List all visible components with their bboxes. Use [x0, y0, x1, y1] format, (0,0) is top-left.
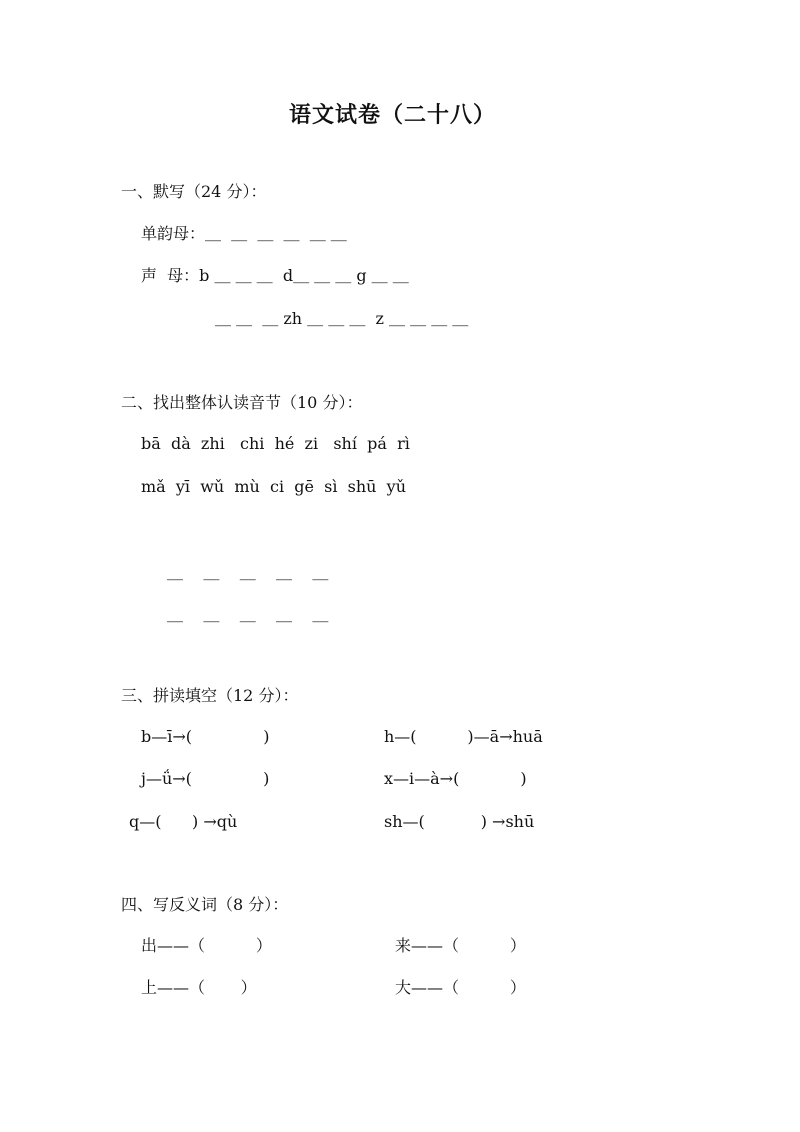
- antonym-item: 来——（ ）: [395, 936, 526, 955]
- antonym-item: 大——（ ）: [395, 978, 526, 997]
- section-1-heading: 一、默写（24 分）：: [121, 182, 267, 201]
- initials-line-1: 声 母：b ＿ ＿ ＿ d＿ ＿ ＿ g ＿ ＿: [141, 266, 409, 285]
- syllables-row-1: bā dà zhi chi hé zi shí pá rì: [141, 434, 410, 453]
- answer-blanks-row-2: ＿ ＿ ＿ ＿ ＿: [167, 605, 329, 624]
- antonym-item: 上——（ ）: [141, 978, 257, 997]
- vowels-line: 单韵母：＿ ＿ ＿ ＿ ＿ ＿: [141, 224, 347, 243]
- spelling-item: q—( ) →qù: [129, 812, 238, 831]
- antonym-item: 出——（ ）: [141, 936, 272, 955]
- spelling-item: sh—( ) →shū: [384, 812, 535, 831]
- answer-blanks-row-1: ＿ ＿ ＿ ＿ ＿: [167, 563, 329, 582]
- spelling-item: h—( )—ā→huā: [384, 727, 543, 746]
- section-3-heading: 三、拼读填空（12 分）：: [121, 686, 299, 705]
- spelling-item: j—ǘ→( ): [141, 769, 270, 788]
- spelling-item: b—ī→( ): [141, 727, 270, 746]
- section-4-heading: 四、写反义词（8 分）：: [121, 895, 289, 914]
- section-2-heading: 二、找出整体认读音节（10 分）：: [121, 393, 363, 412]
- syllables-row-2: mǎ yī wǔ mù ci gē sì shū yǔ: [141, 477, 406, 496]
- spelling-item: x—i—à→( ): [384, 769, 527, 788]
- page-title: 语文试卷（二十八）: [289, 102, 497, 128]
- initials-line-2: ＿ ＿ ＿ zh ＿ ＿ ＿ z ＿ ＿ ＿ ＿: [215, 309, 469, 328]
